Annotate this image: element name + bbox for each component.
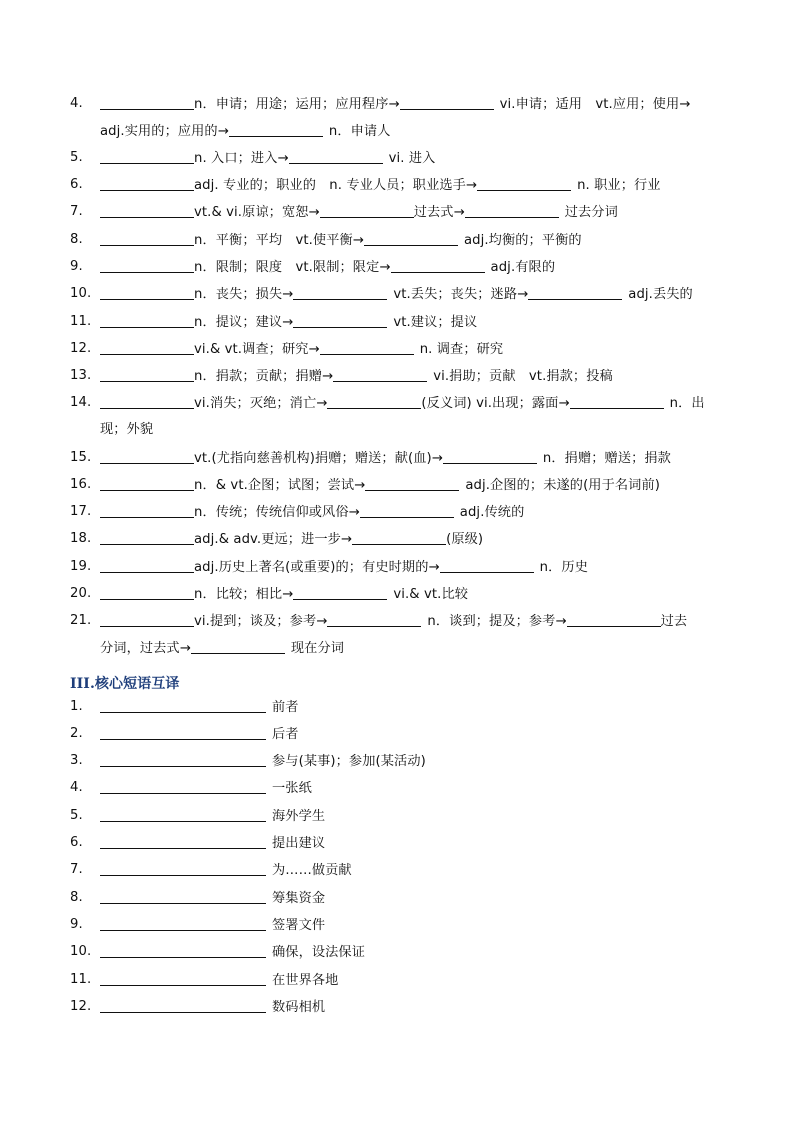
answer-blank[interactable]: [100, 176, 194, 191]
item-text: vt.丢失；丧失；迷路→: [393, 287, 529, 302]
item-number: 10.: [70, 944, 92, 959]
item-text: adj.& adv.更远；进一步→: [194, 532, 353, 547]
item-text: n．& vt.企图；试图；尝试→: [194, 478, 366, 493]
answer-blank[interactable]: [100, 476, 194, 491]
item-number: 10.: [70, 286, 92, 301]
item-text: n．捐款；贡献；捐赠→: [194, 369, 334, 384]
answer-blank[interactable]: [100, 285, 194, 300]
item-number: 5.: [70, 808, 83, 823]
answer-blank[interactable]: [100, 612, 194, 627]
answer-blank[interactable]: [100, 971, 266, 986]
item-number: 9.: [70, 917, 83, 932]
item-number: 13.: [70, 368, 92, 383]
vocab-item-continuation: [100, 122, 390, 140]
phrase-item: [70, 861, 570, 879]
item-number: 19.: [70, 559, 92, 574]
answer-blank[interactable]: [100, 752, 266, 767]
answer-blank[interactable]: [100, 889, 266, 904]
phrase-meaning: 签署文件: [272, 918, 326, 933]
phrase-meaning: 为……做贡献: [272, 863, 352, 878]
phrase-meaning: 海外学生: [272, 809, 326, 824]
phrase-meaning: 筹集资金: [272, 891, 326, 906]
answer-blank[interactable]: [100, 943, 266, 958]
item-number: 16.: [70, 477, 92, 492]
item-number: 14.: [70, 395, 92, 410]
vocab-item: [70, 313, 730, 331]
vocab-item: [70, 585, 730, 603]
phrase-item: [70, 998, 570, 1016]
item-text: n．比较；相比→: [194, 587, 294, 602]
vocab-item: [70, 95, 730, 113]
item-text: adj.实用的；应用的→: [100, 124, 229, 139]
item-number: 17.: [70, 504, 92, 519]
item-text: adj.历史上著名(或重要)的；有史时期的→: [194, 560, 440, 575]
vocab-item: [70, 476, 730, 494]
item-text: 过去分词: [564, 205, 618, 220]
item-number: 18.: [70, 531, 92, 546]
item-text: vi. 进入: [388, 151, 436, 166]
phrase-item: [70, 943, 570, 961]
answer-blank[interactable]: [100, 95, 194, 110]
answer-blank[interactable]: [100, 258, 194, 273]
vocab-item: [70, 394, 730, 412]
item-number: 3.: [70, 753, 83, 768]
answer-blank[interactable]: [100, 367, 194, 382]
answer-blank[interactable]: [191, 639, 285, 654]
item-text: n．历史: [539, 560, 588, 575]
item-text: n．出: [669, 396, 705, 411]
item-text: vi.& vt.调查；研究→: [194, 342, 320, 357]
item-number: 8.: [70, 890, 83, 905]
vocab-item: [70, 149, 730, 167]
item-text: adj.均衡的；平衡的: [463, 233, 582, 248]
item-text: n. 职业；行业: [577, 178, 661, 193]
vocab-item-continuation: [100, 421, 153, 439]
answer-blank[interactable]: [100, 149, 194, 164]
vocab-item: [70, 530, 730, 548]
item-number: 1.: [70, 699, 83, 714]
vocab-item: [70, 231, 730, 249]
item-text: n. 调查；研究: [419, 342, 504, 357]
answer-blank[interactable]: [327, 394, 421, 409]
answer-blank[interactable]: [100, 340, 194, 355]
item-text: n．提议；建议→: [194, 315, 294, 330]
answer-blank[interactable]: [100, 449, 194, 464]
answer-blank[interactable]: [528, 285, 622, 300]
answer-blank[interactable]: [320, 203, 414, 218]
item-text: vt.(尤指向慈善机构)捐赠；赠送；献(血)→: [194, 451, 443, 466]
answer-blank[interactable]: [100, 698, 266, 713]
answer-blank[interactable]: [327, 612, 421, 627]
answer-blank[interactable]: [570, 394, 664, 409]
phrase-meaning: 前者: [272, 700, 299, 715]
answer-blank[interactable]: [100, 807, 266, 822]
answer-blank[interactable]: [100, 558, 194, 573]
vocab-item: [70, 176, 730, 194]
answer-blank[interactable]: [100, 203, 194, 218]
answer-blank[interactable]: [567, 612, 661, 627]
item-text: vi.申请；适用 vt.应用；使用→: [499, 97, 691, 112]
item-text: vi.消失；灭绝；消亡→: [194, 396, 328, 411]
item-text: 过去: [660, 614, 688, 629]
answer-blank[interactable]: [465, 203, 559, 218]
phrase-item: [70, 916, 570, 934]
item-number: 5.: [70, 150, 83, 165]
answer-blank[interactable]: [100, 834, 266, 849]
item-text: n．限制；限度 vt.限制；限定→: [194, 260, 391, 275]
phrase-meaning: 数码相机: [272, 1000, 326, 1015]
item-text: vi.提到；谈及；参考→: [194, 614, 328, 629]
phrase-item: [70, 725, 570, 743]
vocab-item-continuation: [100, 639, 344, 657]
item-number: 6.: [70, 177, 83, 192]
item-text: (原级): [446, 532, 484, 547]
answer-blank[interactable]: [100, 861, 266, 876]
answer-blank[interactable]: [333, 367, 427, 382]
item-text: (反义词) vi.出现；露面→: [421, 396, 570, 411]
section-title: III.核心短语互译: [70, 676, 180, 692]
answer-blank[interactable]: [320, 340, 414, 355]
item-number: 7.: [70, 204, 83, 219]
answer-blank[interactable]: [100, 725, 266, 740]
vocab-item: [70, 503, 730, 521]
phrase-item: [70, 698, 570, 716]
phrase-item: [70, 752, 570, 770]
answer-blank[interactable]: [100, 231, 194, 246]
answer-blank[interactable]: [477, 176, 571, 191]
item-number: 11.: [70, 314, 92, 329]
answer-blank[interactable]: [443, 449, 537, 464]
item-number: 11.: [70, 972, 92, 987]
answer-blank[interactable]: [289, 149, 383, 164]
phrase-meaning: 确保，设法保证: [272, 945, 366, 960]
item-text: n．捐赠；赠送；捐款: [542, 451, 671, 466]
phrase-item: [70, 807, 570, 825]
item-text: n．谈到；提及；参考→: [427, 614, 567, 629]
item-text: vt.& vi.原谅；宽恕→: [194, 205, 320, 220]
vocab-item: [70, 558, 730, 576]
item-number: 8.: [70, 232, 83, 247]
vocab-item: [70, 285, 730, 303]
item-text: adj. 专业的；职业的 n. 专业人员；职业选手→: [194, 178, 478, 193]
answer-blank[interactable]: [100, 530, 194, 545]
answer-blank[interactable]: [100, 585, 194, 600]
item-text: 分词，过去式→: [100, 641, 191, 656]
item-number: 21.: [70, 613, 92, 628]
vocab-item: [70, 612, 730, 630]
item-text: n．申请；用途；运用；应用程序→: [194, 97, 400, 112]
answer-blank[interactable]: [360, 503, 454, 518]
item-text: adj.企图的；未遂的(用于名词前): [465, 478, 660, 493]
item-text: n．丧失；损失→: [194, 287, 294, 302]
phrase-meaning: 参与(某事)；参加(某活动): [272, 754, 426, 769]
answer-blank[interactable]: [100, 779, 266, 794]
answer-blank[interactable]: [100, 394, 194, 409]
answer-blank[interactable]: [100, 916, 266, 931]
phrase-meaning: 在世界各地: [272, 973, 339, 988]
item-text: n．平衡；平均 vt.使平衡→: [194, 233, 364, 248]
phrase-item: [70, 971, 570, 989]
item-text: vi.捐助；贡献 vt.捐款；投稿: [433, 369, 613, 384]
item-number: 6.: [70, 835, 83, 850]
answer-blank[interactable]: [365, 476, 459, 491]
vocab-item: [70, 367, 730, 385]
item-text: n．申请人: [328, 124, 391, 139]
item-text: 现；外貌: [100, 422, 154, 437]
item-text: adj.丢失的: [628, 287, 693, 302]
answer-blank[interactable]: [293, 585, 387, 600]
item-text: 现在分词: [290, 641, 345, 656]
answer-blank[interactable]: [100, 998, 266, 1013]
item-number: 2.: [70, 726, 83, 741]
phrase-meaning: 后者: [272, 727, 299, 742]
item-number: 20.: [70, 586, 92, 601]
item-number: 7.: [70, 862, 83, 877]
item-text: adj.有限的: [490, 260, 556, 275]
item-number: 9.: [70, 259, 83, 274]
answer-blank[interactable]: [229, 122, 323, 137]
item-text: vt.建议；提议: [393, 315, 478, 330]
item-text: adj.传统的: [459, 505, 525, 520]
item-text: n．传统；传统信仰或风俗→: [194, 505, 360, 520]
answer-blank[interactable]: [100, 503, 194, 518]
phrase-item: [70, 834, 570, 852]
vocab-item: [70, 203, 730, 221]
item-number: 12.: [70, 999, 92, 1014]
vocab-item: [70, 340, 730, 358]
answer-blank[interactable]: [400, 95, 494, 110]
answer-blank[interactable]: [440, 558, 534, 573]
answer-blank[interactable]: [352, 530, 446, 545]
item-number: 4.: [70, 96, 83, 111]
phrase-meaning: 提出建议: [272, 836, 326, 851]
item-number: 15.: [70, 450, 92, 465]
vocab-item: [70, 258, 730, 276]
answer-blank[interactable]: [293, 285, 387, 300]
item-number: 12.: [70, 341, 92, 356]
item-number: 4.: [70, 780, 83, 795]
item-text: 过去式→: [413, 205, 465, 220]
answer-blank[interactable]: [364, 231, 458, 246]
phrase-item: [70, 889, 570, 907]
phrase-item: [70, 779, 570, 797]
answer-blank[interactable]: [100, 313, 194, 328]
vocab-item: [70, 449, 730, 467]
item-text: n. 入口；进入→: [194, 151, 289, 166]
answer-blank[interactable]: [391, 258, 485, 273]
item-text: vi.& vt.比较: [393, 587, 469, 602]
phrase-meaning: 一张纸: [272, 781, 312, 796]
answer-blank[interactable]: [293, 313, 387, 328]
